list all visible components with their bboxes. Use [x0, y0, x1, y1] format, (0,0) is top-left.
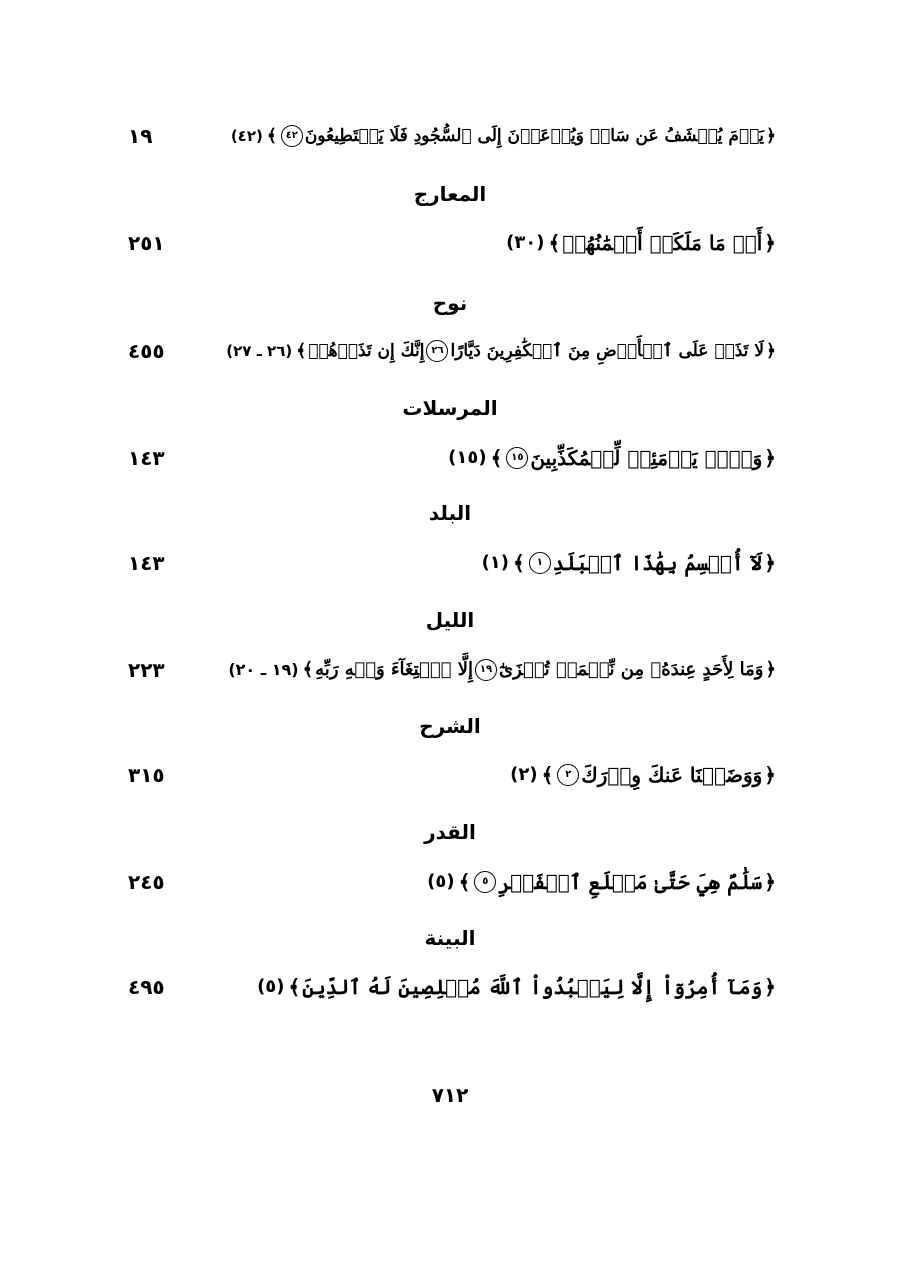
- verse-body: وَوَضَعۡنَا عَنكَ وِزۡرَكَ: [581, 763, 763, 787]
- verse-reference: (٢٦ ـ ٢٧): [226, 342, 293, 360]
- verse-body-continued: إِلَّا ٱبۡتِغَآءَ وَجۡهِ رَبِّهِ: [315, 659, 473, 680]
- page-reference: ١٤٣: [128, 446, 165, 470]
- ayah-number-icon: ٥: [474, 871, 496, 893]
- open-bracket: ﴿: [766, 126, 776, 146]
- verse-reference: (١٥): [448, 447, 487, 468]
- surah-heading: نوح: [432, 291, 468, 315]
- ayah-number-icon: ١٥: [506, 447, 528, 469]
- verse-text: [446, 433, 778, 483]
- ayah-number-icon: ١: [529, 552, 551, 574]
- close-bracket: ﴾: [266, 126, 277, 146]
- verse-reference: (٥): [427, 871, 455, 892]
- verse-entry: [0, 538, 900, 588]
- verse-body: لَا تَذَرۡ عَلَى ٱلۡأَرۡضِ مِنَ ٱلۡكَٰفِرِينَ دَيَّارًا: [450, 341, 765, 361]
- verse-entry: [0, 857, 900, 907]
- verse-body: وَمَا لِأَحَدٍ عِندَهُۥ مِن نِّعۡمَةٖ تُجۡزَىٰٓ: [499, 659, 764, 680]
- verse-body: أَوۡ مَا مَلَكَتۡ أَيۡمَٰنُهُمۡ: [562, 231, 763, 255]
- surah-heading: القدر: [424, 820, 476, 844]
- surah-heading: البلد: [428, 501, 472, 525]
- verse-text: [425, 857, 778, 907]
- verse-entry: [0, 645, 900, 695]
- page-reference: ٣١٥: [128, 763, 165, 787]
- close-bracket: ﴾: [296, 341, 307, 361]
- close-bracket: ﴾: [513, 551, 525, 575]
- surah-heading: المعارج: [413, 182, 487, 206]
- verse-text: [508, 750, 778, 800]
- open-bracket: ﴿: [764, 231, 776, 255]
- verse-body: يَوۡمَ يُكۡشَفُ عَن سَاقٖ وَيُدۡعَوۡنَ إِلَى ٱلسُّجُودِ فَلَا يَسۡتَطِيعُونَ: [304, 126, 765, 146]
- surah-heading: المرسلات: [402, 396, 498, 420]
- verse-text: [255, 962, 778, 1012]
- verse-reference: (٢): [510, 764, 538, 785]
- verse-text: [480, 538, 778, 588]
- surah-heading: الشرح: [419, 714, 481, 738]
- verse-entry: [0, 326, 900, 376]
- page-reference: ٢٤٥: [128, 870, 165, 894]
- footer-page-number: ٧١٢: [431, 1083, 469, 1107]
- verse-entry: [0, 111, 900, 161]
- open-bracket: ﴿: [764, 975, 776, 999]
- verse-reference: (٤٢): [230, 127, 263, 145]
- page-reference: ١٤٣: [128, 551, 165, 575]
- verse-body-continued: إِنَّكَ إِن تَذَرۡهُمۡ: [308, 341, 425, 361]
- verse-entry: [0, 433, 900, 483]
- close-bracket: ﴾: [458, 870, 471, 894]
- ayah-number-icon: ٢٦: [426, 340, 448, 362]
- open-bracket: ﴿: [764, 446, 776, 470]
- verse-body: وَيۡلٞ يَوۡمَئِذٖ لِّلۡمُكَذِّبِينَ: [530, 446, 763, 470]
- verse-entry: [0, 750, 900, 800]
- open-bracket: ﴿: [764, 870, 776, 894]
- surah-heading: الليل: [425, 608, 475, 632]
- surah-heading: البينة: [424, 926, 476, 950]
- close-bracket: ﴾: [548, 231, 561, 255]
- page-reference: ٤٩٥: [128, 975, 165, 999]
- verse-text: [504, 218, 778, 268]
- verse-reference: (٣٠): [506, 232, 545, 253]
- open-bracket: ﴿: [764, 763, 776, 787]
- close-bracket: ﴾: [541, 763, 554, 787]
- page-reference: ٢٥١: [128, 231, 165, 255]
- close-bracket: ﴾: [490, 446, 503, 470]
- ayah-number-icon: ١٩: [475, 659, 497, 681]
- verse-text: [224, 326, 778, 376]
- verse-reference: (١): [481, 552, 510, 573]
- page-reference: ٢٢٣: [128, 658, 165, 682]
- ayah-number-icon: ٢: [557, 764, 579, 786]
- close-bracket: ﴾: [288, 975, 301, 999]
- ayah-number-icon: ٤٢: [281, 125, 303, 147]
- open-bracket: ﴿: [765, 659, 776, 680]
- verse-entry: [0, 962, 900, 1012]
- page-reference: ١٩: [128, 124, 153, 148]
- verse-reference: (٥): [257, 976, 285, 997]
- verse-entry: [0, 218, 900, 268]
- verse-body: لَآ أُقۡسِمُ بِهَٰذَا ٱلۡبَلَدِ: [552, 551, 763, 575]
- verse-text: [226, 645, 778, 695]
- open-bracket: ﴿: [764, 551, 776, 575]
- verse-text: [229, 111, 778, 161]
- verse-body: سَلَٰمٌ هِيَ حَتَّىٰ مَطۡلَعِ ٱلۡفَجۡرِ: [498, 870, 763, 894]
- verse-reference: (١٩ ـ ٢٠): [228, 660, 299, 679]
- verse-body: وَمَآ أُمِرُوٓاْ إِلَّا لِيَعۡبُدُواْ ٱللَّهَ مُخۡلِصِينَ لَهُ ٱلدِّينَ: [302, 975, 763, 999]
- page-reference: ٤٥٥: [128, 339, 165, 363]
- close-bracket: ﴾: [302, 659, 314, 680]
- open-bracket: ﴿: [766, 341, 776, 361]
